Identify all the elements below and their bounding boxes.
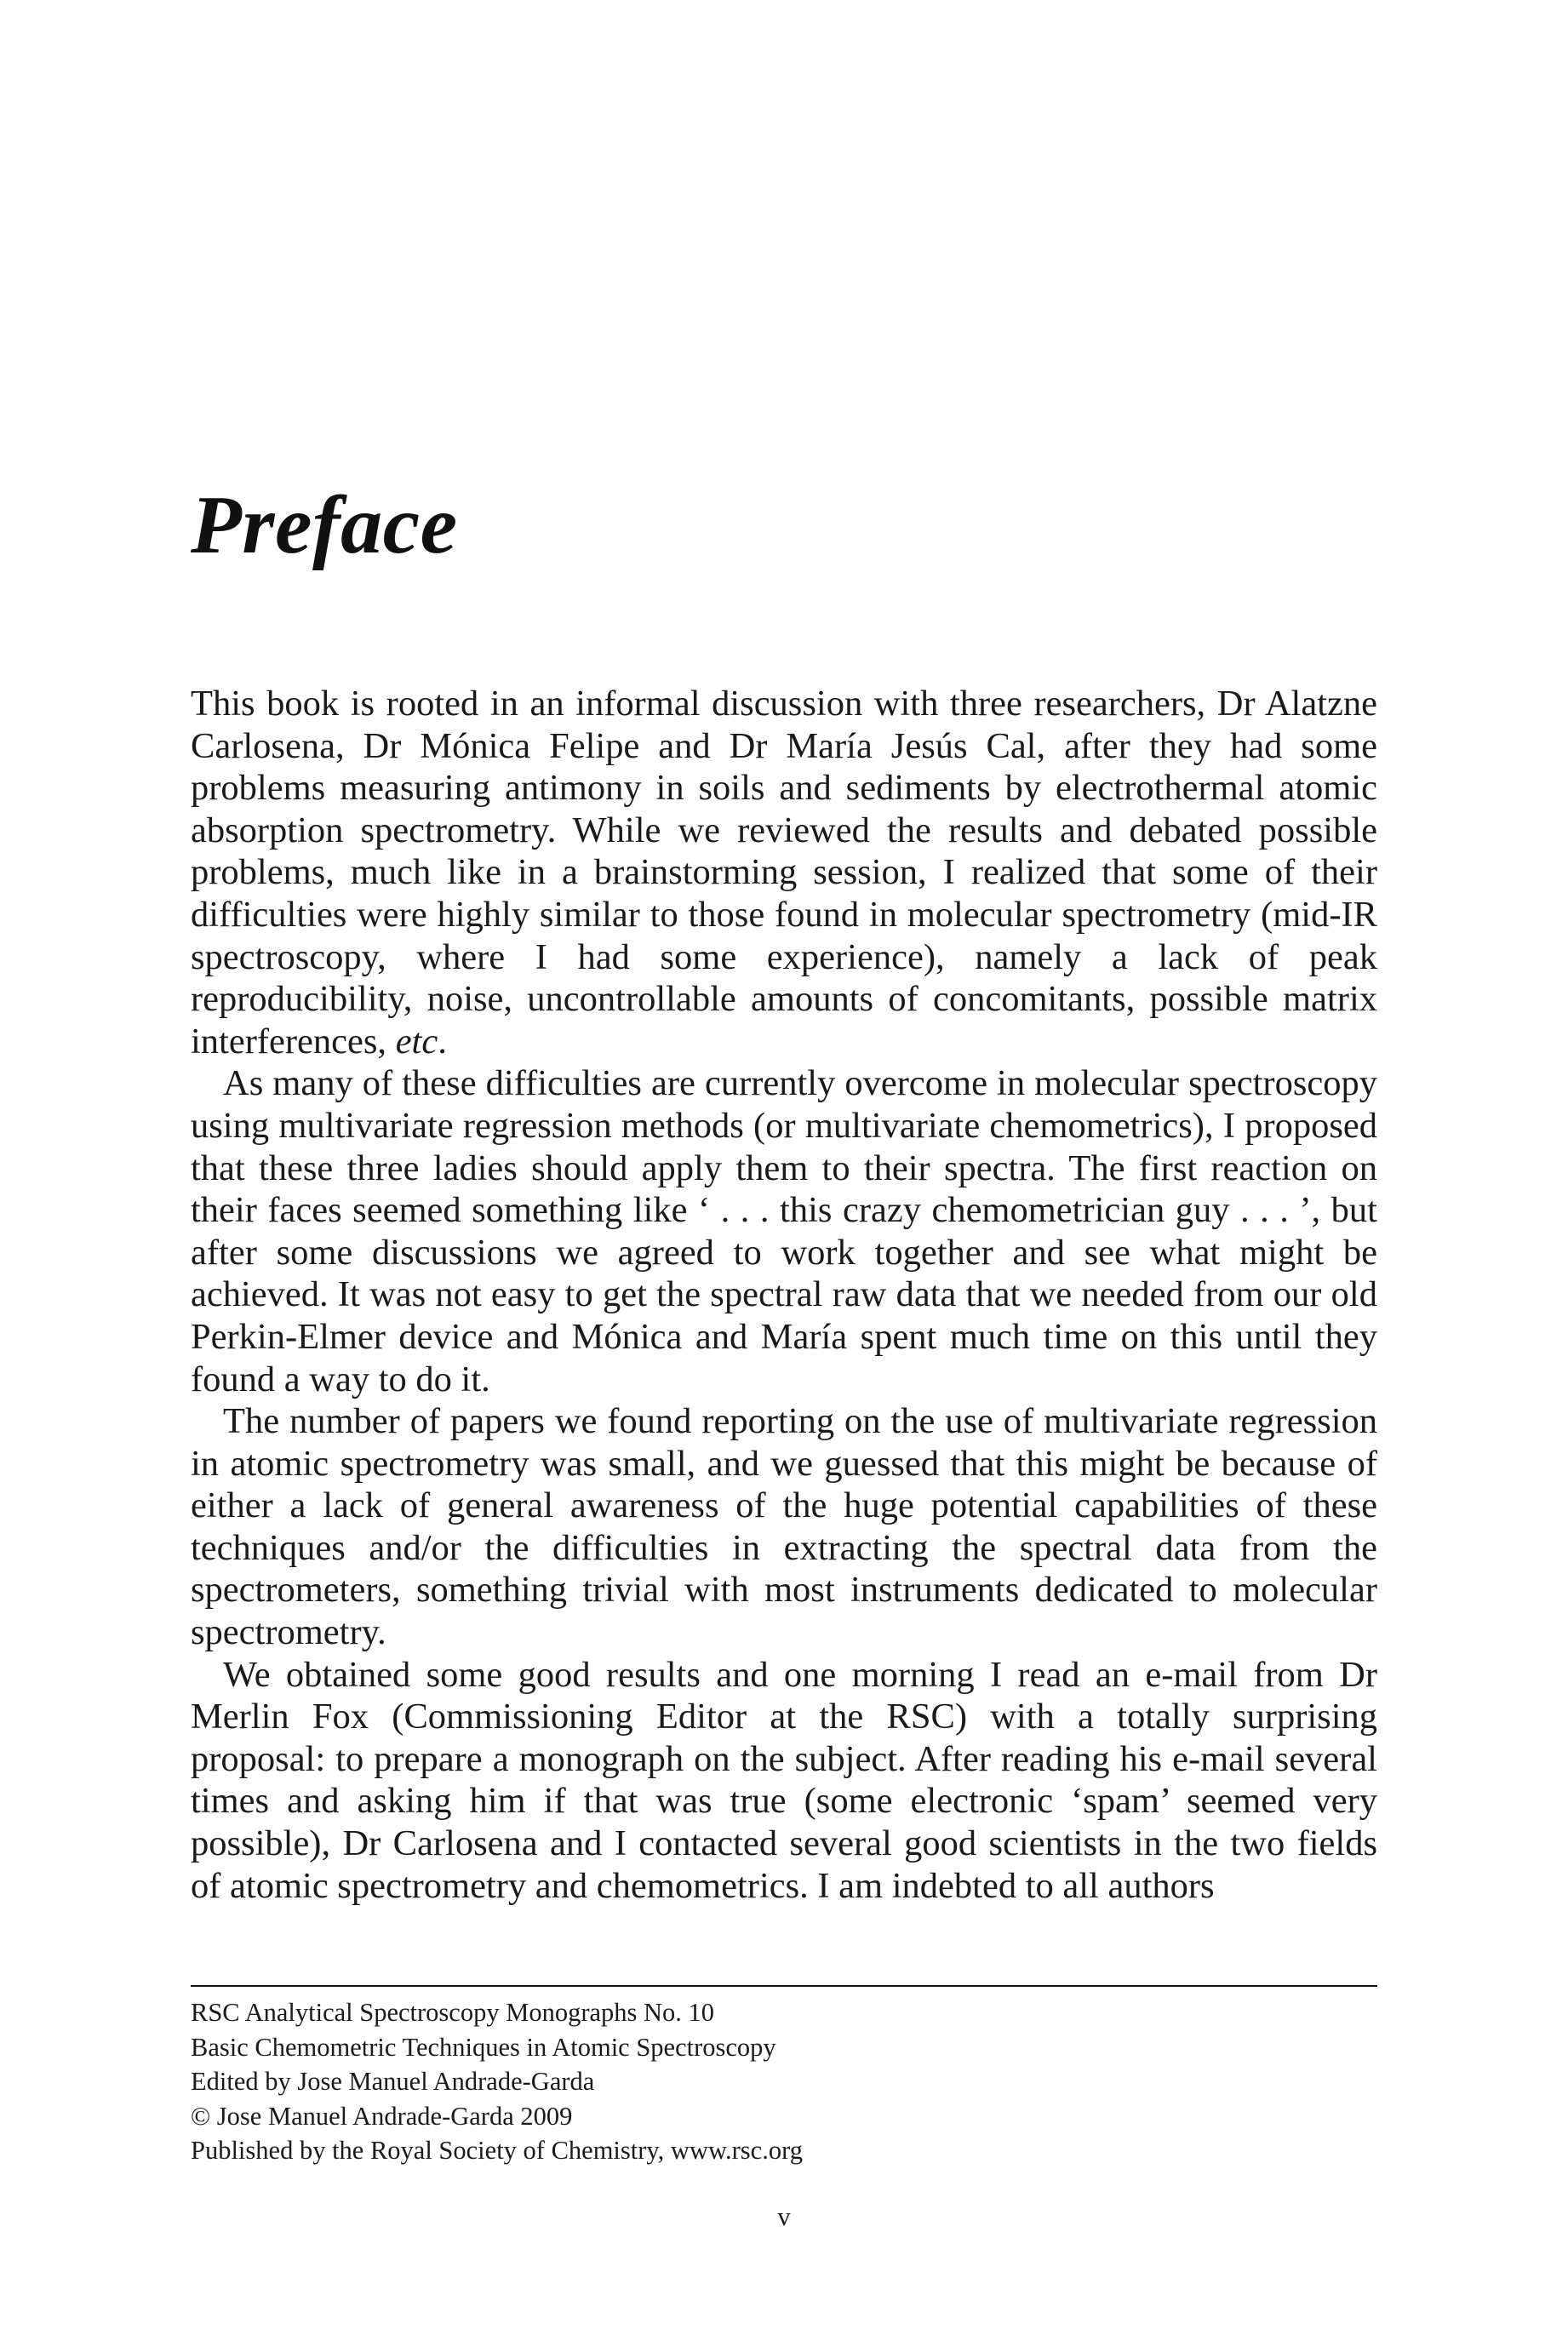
- paragraph-3: The number of papers we found reporting on the use of multivariate regression in atomic spectrometry was small, and we guessed that this might be because of either a lack of general awareness of the huge potential capabilities of these techniques and/or the difficulties in extracting the spectral data from the spectrometers, something trivial with most instruments dedicated to molecular spectrometry.: [191, 1401, 1377, 1653]
- paragraph-1-text: This book is rooted in an informal discussion with three researchers, Dr Alatzne Carlosena, Dr Mónica Felipe and Dr María Jesús Cal, after they had some problems measuring antimony in soils and sediments by electrothermal atomic absorption spectrometry. While we reviewed the results and debated possible problems, much like in a brainstorming session, I realized that some of their difficulties were highly similar to those found in molecular spectrometry (mid-IR spectroscopy, where I had some experience), namely a lack of peak reproducibility, noise, uncontrollable amounts of concomitants, possible matrix interferences,: [191, 684, 1377, 1062]
- publication-footer: [191, 1995, 1377, 2168]
- page-title: Preface: [191, 479, 458, 571]
- footer-series: RSC Analytical Spectroscopy Monographs No. 10: [191, 1998, 715, 2027]
- footer-copyright: © Jose Manuel Andrade-Garda 2009: [191, 2101, 573, 2131]
- page-number: v: [777, 2202, 791, 2231]
- footer-publisher: Published by the Royal Society of Chemistry, www.rsc.org: [191, 2136, 803, 2166]
- preface-body: [191, 683, 1377, 1907]
- paragraph-2: As many of these difficulties are currently overcome in molecular spectroscopy using multivariate regression methods (or multivariate chemometrics), I proposed that these three ladies should apply them to their spectra. The first reaction on their faces seemed something like ‘ . . . this crazy chemometrician guy . . . ’, but after some discussions we agreed to work together and see what might be achieved. It was not easy to get the spectral raw data that we needed from our old Perkin-Elmer device and Mónica and María spent much time on this until they found a way to do it.: [191, 1063, 1377, 1399]
- footer-editor: Edited by Jose Manuel Andrade-Garda: [191, 2067, 595, 2097]
- paragraph-1-italic-etc: etc: [395, 1021, 438, 1062]
- paragraph-1: [191, 683, 1377, 1062]
- paragraph-1-tail: .: [438, 1021, 447, 1062]
- footer-divider: [191, 1985, 1377, 1987]
- paragraph-4: We obtained some good results and one morning I read an e-mail from Dr Merlin Fox (Commissioning Editor at the RSC) with a totally surprising proposal: to prepare a monograph on the subject. After reading his e-mail several times and asking him if that was true (some electronic ‘spam’ seemed very possible), Dr Carlosena and I contacted several good scientists in the two fields of atomic spectrometry and chemometrics. I am indebted to all authors: [191, 1654, 1377, 1906]
- footer-book-title: Basic Chemometric Techniques in Atomic Spectroscopy: [191, 2032, 776, 2062]
